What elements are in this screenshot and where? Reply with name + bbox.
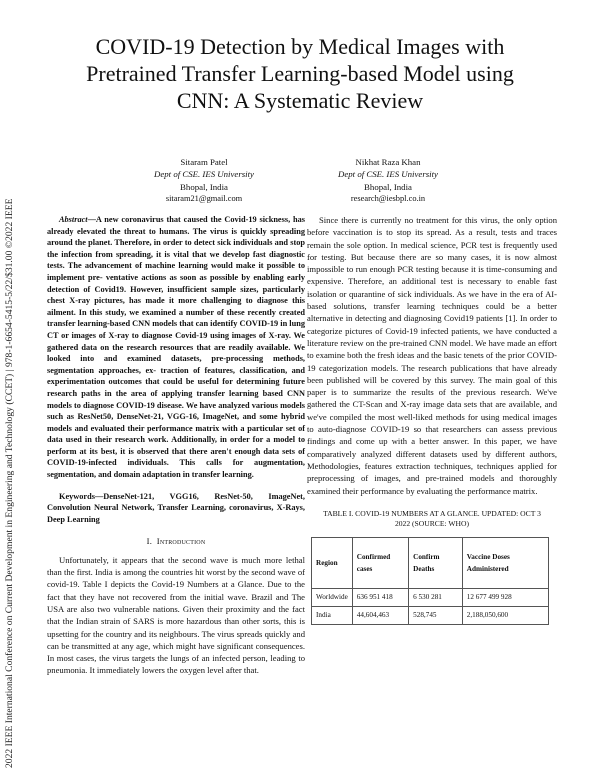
- author-city: Bhopal, India: [180, 181, 228, 192]
- table-row: [312, 588, 549, 606]
- table-header-cell: Confirm Deaths: [409, 537, 463, 588]
- table-cell: Worldwide: [312, 588, 353, 606]
- author-name: Nikhat Raza Khan: [355, 157, 421, 167]
- paper-title: COVID-19 Detection by Medical Images with Pretrained Transfer Learning-based Model using CNN: A Systematic Review: [86, 34, 514, 113]
- intro-paragraph-2: Since there is currently no treatment for this virus, the only option before vaccination is to stop its spread. As a result, tests and traces remain the sole option. In medical science, PCR test is frequently used for testing. But because there are so many cases, it is now almost impossible to run enough PCR testing because it is time-consuming and expensive. Therefore, an additional test is necessary to enable fast isolation or quarantine of sick individuals. As we have in the era of AI-based solutions, transfer learning techniques could be a better alternative in detecting and diagnosing Covid19 patients [1]. In order to categorize pictures of Covid-19 infected patients, we have conducted a literature review on the pre-trained CNN model. We have made an effort to examine both the fresh ideas and the basic tenets of the prior COVID-19 categorization models. The research publications that have already been published will be covered by this survey. The main goal of this paper is to summarize the results of the previous research. We've gathered the CT-Scan and X-ray image data sets that are available, and we've compiled the most well-liked methods for using medical images to auto-diagnose COVID-19 so that researchers can assess previous findings and come up with a better answer. In this paper, we have comparatively analyzed different datasets used by different authors, Methodologies, features extraction techniques, techniques applied for preprocessing of images, and pre-trained models and thoroughly examined their performance by evaluating the performance matrix.: [307, 215, 557, 496]
- table-header-cell: Vaccine Doses Administered: [462, 537, 548, 588]
- table-cell: 636 951 418: [352, 588, 408, 606]
- conference-citation: 2022 IEEE International Conference on Current Development in Engineering and Technology (CCET) | 978-1-6654-5415-5/22/$31.00 ©2022 IEEE: [4, 198, 15, 768]
- keywords: Keywords—DenseNet-121, VGG16, ResNet-50, ImageNet, Convolution Neural Network, Transfer Learning, coronavirus, X-Rays, Deep Learning: [47, 491, 305, 524]
- table-row: [312, 606, 549, 624]
- table-cell: 6 530 281: [409, 588, 463, 606]
- table-cell: 44,604,463: [352, 606, 408, 624]
- table-caption: TABLE I. COVID-19 NUMBERS AT A GLANCE. UPDATED: OCT 3 2022 (SOURCE: WHO): [323, 508, 541, 528]
- right-column: [307, 214, 557, 625]
- left-column: [47, 214, 305, 677]
- author-name: Sitaram Patel: [180, 157, 228, 167]
- section-heading: [47, 535, 305, 547]
- table-cell: 2,188,050,600: [462, 606, 548, 624]
- table-cell: India: [312, 606, 353, 624]
- table-header-cell: Region: [312, 537, 353, 588]
- conference-sidebar: [4, 120, 18, 770]
- covid-numbers-table: [311, 537, 549, 625]
- intro-paragraph-1: Unfortunately, it appears that the second wave is much more lethal than the first. India is among the countries hit worst by the second wave of covid-19. Table I depicts the Covid-19 Numbers at a Glance. Due to the fact that they have not recovered from the initial wave. Brazil and The USA are also two vulnerable nations. Given their proximity and the fact that the Indian strain of SARS is more hazardous than other sorts, this is upsetting for the country and its neighbours. The virus spreads quickly and can be transmitted at any age, which might have significant consequences. In most cases, the virus targets the lungs of an infected person, leading to pneumonia. It immediately lowers the oxygen level after that.: [47, 554, 305, 676]
- table-header-row: [312, 537, 549, 588]
- author-email: sitaram21@gmail.com: [165, 194, 243, 204]
- author-city: Bhopal, India: [364, 181, 412, 192]
- author-dept: Dept of CSE. IES University: [154, 169, 254, 180]
- abstract-label: Abstract: [59, 215, 88, 224]
- table-header-cell: Confirmed cases: [352, 537, 408, 588]
- abstract-text: —A new coronavirus that caused the Covid-19 sickness, has already elevated the threat to humans. The virus is quickly spreading around the planet. Therefore, in order to detect sick individuals and stop the infection from spreading, it is vital that we develop fast diagnostic tests. The advancement of machine learning would make it possible to implement pre- ventative actions as soon as possible by enabling early detection of Covid19. However, insufficient sample sizes, particularly chest X-ray pictures, has made it more challenging to diagnose this ailment. In this study, we examined a number of these recently created transfer learning-based CNN models that can identify COVID-19 in lung CT or images of X-ray to diagnose Covid-19 using images of X-ray. We gathered data on the research resources that are readily available. We looked into and examined datasets, pre-processing methods, segmentation approaches, ex- traction of features, classification, and experimentation outcomes that could be useful for determining future research paths in the area of applying transfer learning based CNN models to diagnose COVID-19 disease. We have analyzed various models such as ResNet50, DenseNet-21, VGG-16, ImageNet, and some hybrid models and evaluated their performance matrix with a particular set of data used in their research work. Additionally, in order for a model to perform at its best, it is observed that there aren't enough data sets of COVID-19-infected individuals. This calls for augmentation, segmentation, and domain adaptation in transfer learning.: [47, 215, 305, 480]
- section-number: I.: [146, 536, 153, 547]
- table-cell: 12 677 499 928: [462, 588, 548, 606]
- author-block-2: [278, 156, 498, 206]
- table-cell: 528,745: [409, 606, 463, 624]
- section-title: Introduction: [156, 536, 206, 547]
- author-dept: Dept of CSE. IES University: [338, 169, 438, 180]
- author-email: research@iesbpl.co.in: [350, 194, 426, 204]
- abstract: [47, 214, 305, 481]
